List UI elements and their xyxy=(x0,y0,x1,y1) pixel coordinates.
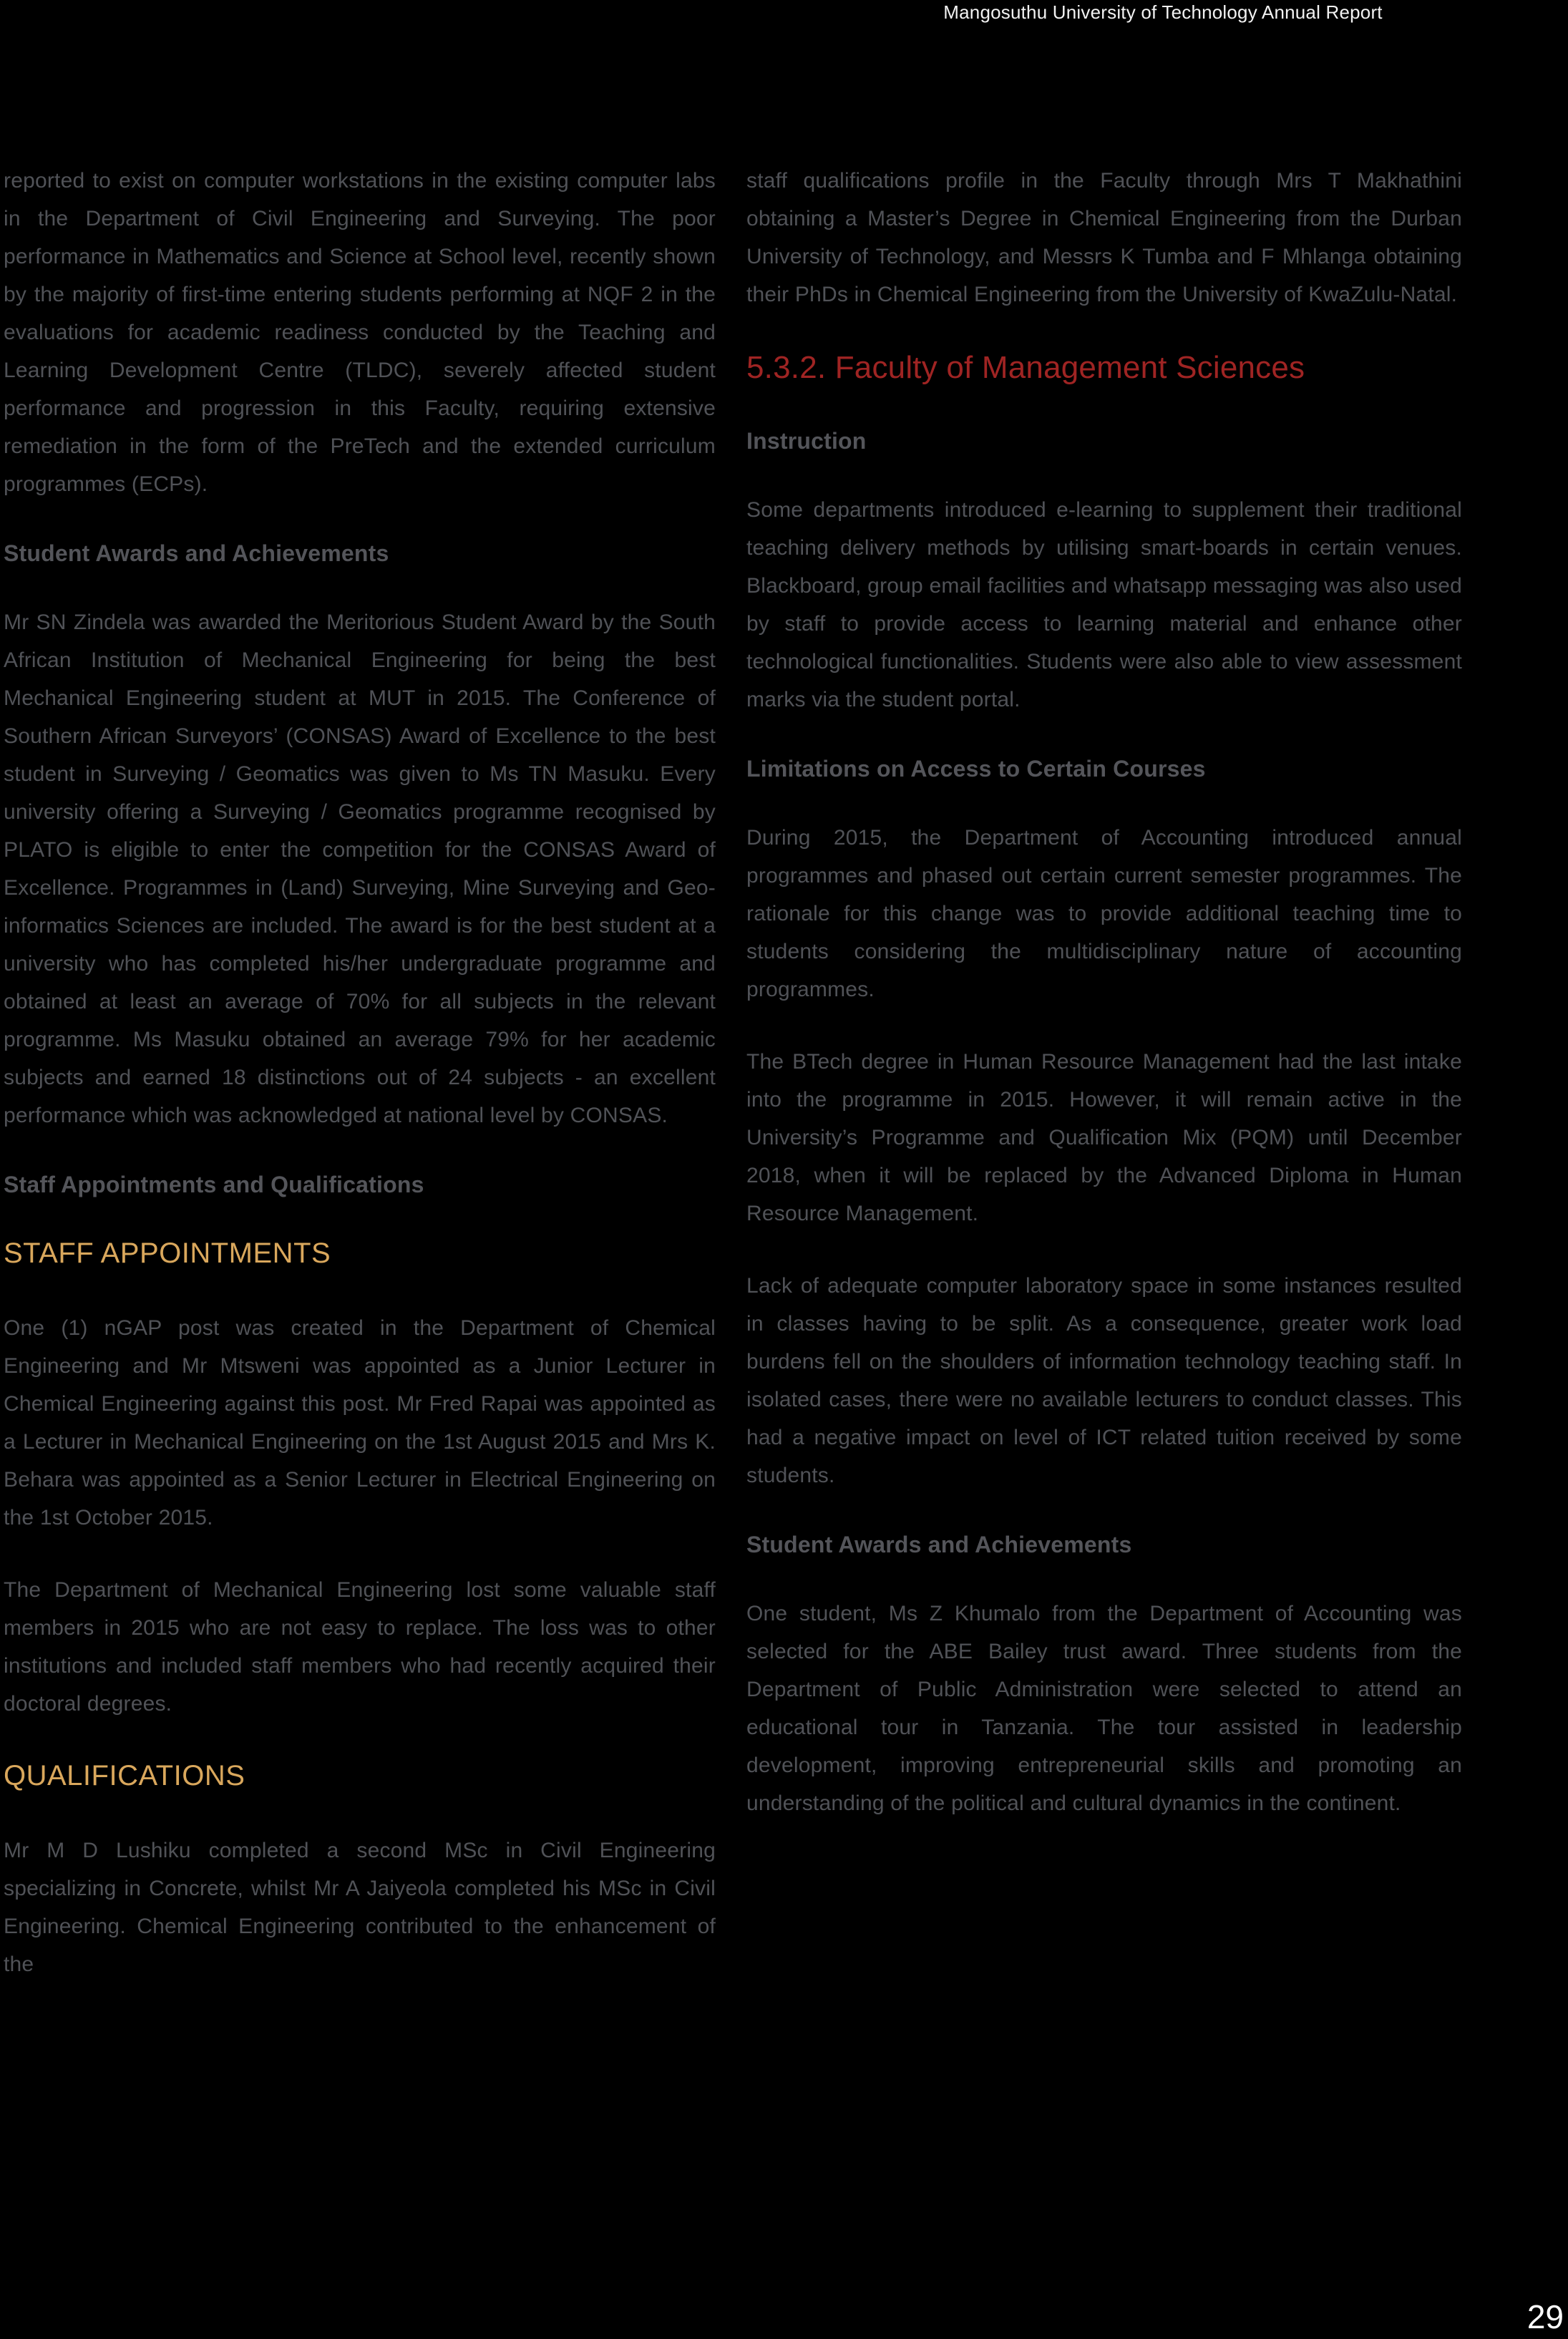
heading-instruction: Instruction xyxy=(746,428,867,454)
paragraph-computer-lab-space: Lack of adequate computer laboratory space in some instances resulted in classes having to be split. As a consequence, greater work load burdens fell on the shoulders of information technology teaching staff. In isolated cases, there were no available lecturers to conduct classes. This had a negative impact on level of ICT related tuition received by some students. xyxy=(746,1274,1462,1487)
left-column xyxy=(4,162,716,2018)
heading-faculty-management-sciences: 5.3.2. Faculty of Management Sciences xyxy=(746,350,1305,385)
paragraph-accounting-programmes: During 2015, the Department of Accounting introduced annual programmes and phased out certain current semester programmes. The rationale for this change was to provide additional teaching time to students considering the multidisciplinary nature of accounting programmes. xyxy=(746,826,1462,1001)
paragraph-mechanical-losses: The Department of Mechanical Engineering lost some valuable staff members in 2015 who are not easy to replace. The loss was to other institutions and included staff members who had recently acquired their doctoral degrees. xyxy=(4,1578,716,1716)
paragraph-khumalo-award: One student, Ms Z Khumalo from the Department of Accounting was selected for the ABE Bailey trust award. Three students from the Department of Public Administration were selected to attend an educational tour in Tanzania. The tour assisted in leadership development, improving entrepreneurial skills and promoting an understanding of the political and cultural dynamics in the continent. xyxy=(746,1602,1462,1815)
paragraph-lushiku-msc: Mr M D Lushiku completed a second MSc in Civil Engineering specializing in Concrete, whilst Mr A Jaiyeola completed his MSc in Civil Engineering. Chemical Engineering contributed to the enhancement of the xyxy=(4,1839,716,1976)
heading-staff-appointments-qualifications: Staff Appointments and Qualifications xyxy=(4,1172,424,1197)
paragraph-ngap-post: One (1) nGAP post was created in the Department of Chemical Engineering and Mr Mtsweni was appointed as a Junior Lecturer in Chemical Engineering against this post. Mr Fred Rapai was appointed as a Lecturer in Mechanical Engineering on the 1st August 2015 and Mrs K. Behara was appointed as a Senior Lecturer in Electrical Engineering on the 1st October 2015. xyxy=(4,1316,716,1530)
paragraph-computer-labs: reported to exist on computer workstations in the existing computer labs in the Department of Civil Engineering and Surveying. The poor performance in Mathematics and Science at School level, recently shown by the majority of first-time entering students performing at NQF 2 in the evaluations for academic readiness conducted by the Teaching and Learning Development Centre (TLDC), severely affected student performance and progression in this Faculty, requiring extensive remediation in the form of the PreTech and the extended curriculum programmes (ECPs). xyxy=(4,169,716,496)
heading-student-awards-management: Student Awards and Achievements xyxy=(746,1532,1132,1557)
page-number: 29 xyxy=(1526,2298,1564,2335)
report-header-title: Mangosuthu University of Technology Annual Report xyxy=(943,1,1383,23)
right-column xyxy=(746,162,1462,1857)
heading-student-awards: Student Awards and Achievements xyxy=(4,540,389,566)
paragraph-staff-qualifications-profile: staff qualifications profile in the Faculty through Mrs T Makhathini obtaining a Master’s Degree in Chemical Engineering from the Durban University of Technology, and Messrs K Tumba and F Mhlanga obtaining their PhDs in Chemical Engineering from the University of KwaZulu-Natal. xyxy=(746,169,1462,306)
heading-limitations-access-courses: Limitations on Access to Certain Courses xyxy=(746,756,1206,782)
heading-staff-appointments: STAFF APPOINTMENTS xyxy=(4,1237,331,1269)
heading-qualifications: QUALIFICATIONS xyxy=(4,1760,245,1791)
paragraph-btech-hrm: The BTech degree in Human Resource Management had the last intake into the programme in 2015. However, it will remain active in the University’s Programme and Qualification Mix (PQM) until December 2018, when it will be replaced by the Advanced Diploma in Human Resource Management. xyxy=(746,1050,1462,1225)
paragraph-elearning: Some departments introduced e-learning to supplement their traditional teaching delivery methods by utilising smart-boards in certain venues. Blackboard, group email facilities and whatsapp messaging was also used by staff to provide access to learning material and enhance other technological functionalities. Students were also able to view assessment marks via the student portal. xyxy=(746,498,1462,711)
paragraph-zindela-award: Mr SN Zindela was awarded the Meritorious Student Award by the South African Institution of Mechanical Engineering for being the best Mechanical Engineering student at MUT in 2015. The Conference of Southern African Surveyors’ (CONSAS) Award of Excellence to the best student in Surveying / Geomatics was given to Ms TN Masuku. Every university offering a Surveying / Geomatics programme recognised by PLATO is eligible to enter the competition for the CONSAS Award of Excellence. Programmes in (Land) Surveying, Mine Surveying and Geo-informatics Sciences are included. The award is for the best student at a university who has completed his/her undergraduate programme and obtained at least an average of 70% for all subjects in the relevant programme. Ms Masuku obtained an average 79% for her academic subjects and earned 18 distinctions out of 24 subjects - an excellent performance which was acknowledged at national level by CONSAS. xyxy=(4,611,716,1127)
